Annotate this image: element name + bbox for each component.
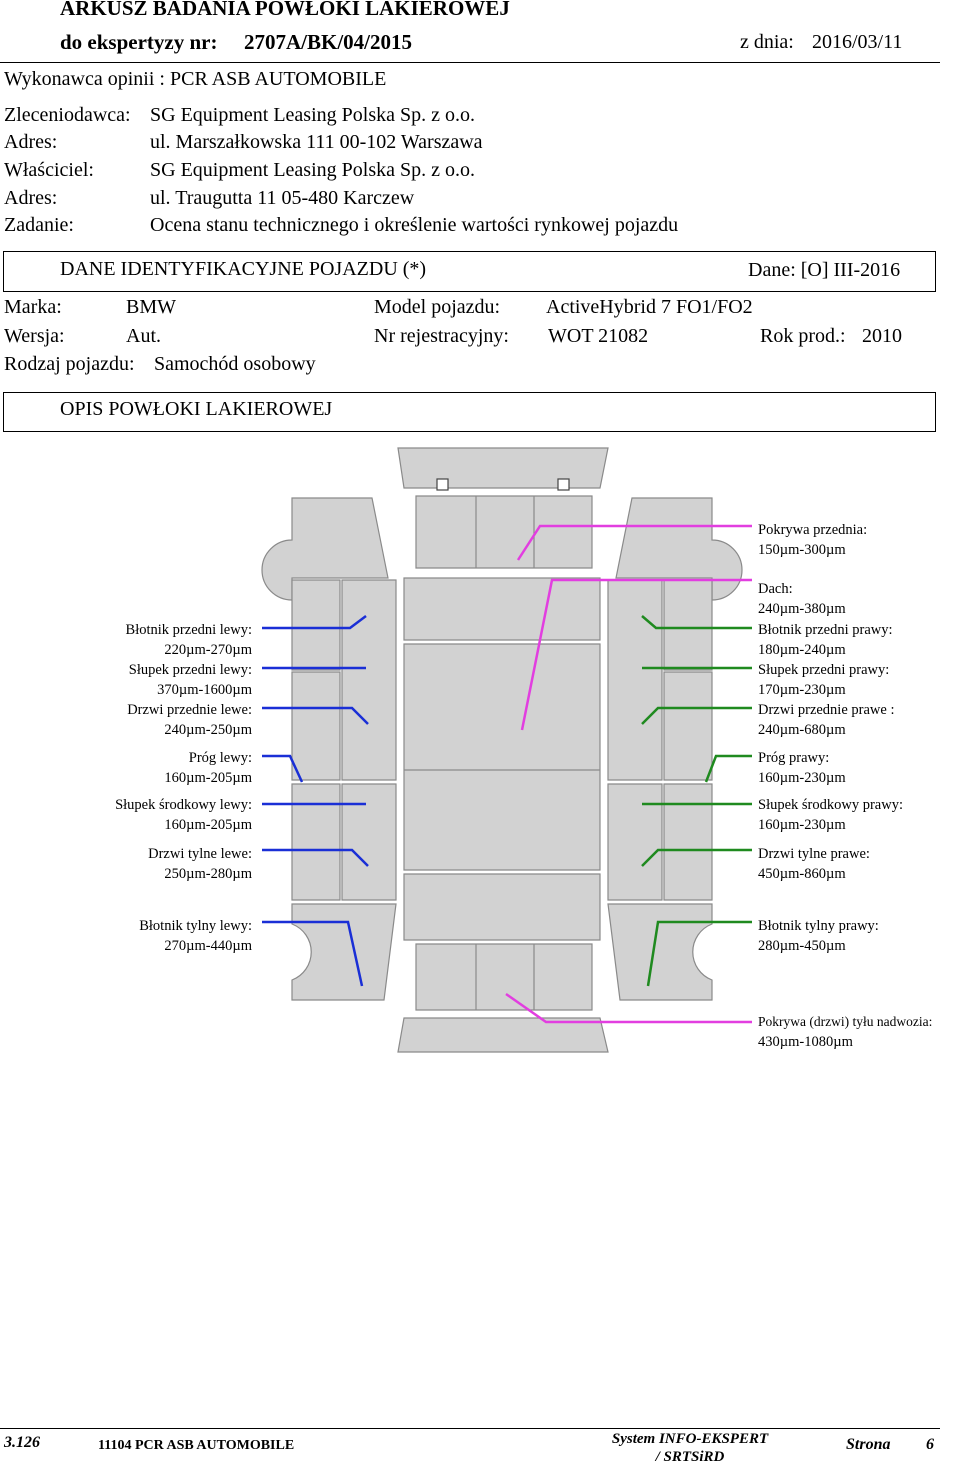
right-rear-door-panel: [608, 784, 662, 900]
client-label: Zleceniodawca:: [4, 104, 131, 126]
header-divider: [0, 62, 940, 63]
expertise-number: 2707A/BK/04/2015: [244, 30, 413, 54]
date-label: z dnia:: [740, 31, 794, 53]
rear-window-area: [404, 874, 600, 940]
measure-left-sill: Próg lewy: 160µm-205µm: [164, 750, 252, 786]
measure-right-front-fender: Błotnik przedni prawy: 180µm-240µm: [758, 622, 893, 658]
left-rear-fender-panel: [292, 904, 396, 1000]
roof-panel: [404, 644, 600, 870]
left-rear-door-panel: [342, 784, 396, 900]
measure-left-a-pillar: Słupek przedni lewy: 370µm-1600µm: [128, 662, 252, 698]
reg-label: Nr rejestracyjny:: [374, 325, 509, 347]
model-value: ActiveHybrid 7 FO1/FO2: [546, 296, 753, 318]
footer-divider: [0, 1428, 940, 1429]
measure-left-rear-fender: Błotnik tylny lewy: 270µm-440µm: [139, 918, 252, 954]
contractor: Wykonawca opinii : PCR ASB AUTOMOBILE: [4, 68, 387, 90]
left-front-door-lower-panel: [292, 672, 340, 780]
right-rear-fender-panel: [608, 904, 712, 1000]
type-label: Rodzaj pojazdu:: [4, 353, 135, 375]
measure-right-rear-door: Drzwi tylne prawe: 450µm-860µm: [758, 846, 870, 882]
measure-left-b-pillar: Słupek środkowy lewy: 160µm-205µm: [115, 797, 252, 833]
make-value: BMW: [126, 296, 176, 318]
hood-panel: [416, 496, 592, 568]
measure-left-front-door: Drzwi przednie lewe: 240µm-250µm: [127, 702, 252, 738]
footer-company: 11104 PCR ASB AUTOMOBILE: [98, 1438, 295, 1453]
measure-right-a-pillar: Słupek przedni prawy: 170µm-230µm: [758, 662, 890, 698]
year-value: 2010: [862, 325, 902, 347]
version-value: Aut.: [126, 325, 161, 347]
measure-right-sill: Próg prawy: 160µm-230µm: [758, 750, 846, 786]
body-panels: [262, 448, 742, 1052]
owner-label: Właściciel:: [4, 159, 94, 181]
document-title: ARKUSZ BADANIA POWŁOKI LAKIEROWEJ: [60, 0, 510, 20]
task-value: Ocena stanu technicznego i określenie wartości rynkowej pojazdu: [150, 214, 679, 236]
year-label: Rok prod.:: [760, 325, 846, 347]
windshield-area: [404, 578, 600, 640]
measure-roof: Dach: 240µm-380µm: [758, 581, 846, 617]
front-bumper-panel: [398, 448, 608, 488]
footer-system: System INFO-EKSPERT / SRTSiRD: [611, 1431, 769, 1465]
footer-page-number: 6: [926, 1436, 934, 1453]
footer-version: 3.126: [4, 1434, 40, 1451]
client-address-value: ul. Marszałkowska 111 00-102 Warszawa: [150, 131, 483, 153]
model-label: Model pojazdu:: [374, 296, 501, 318]
measure-right-front-door: Drzwi przednie prawe : 240µm-680µm: [758, 702, 895, 738]
measure-trunk: Pokrywa (drzwi) tyłu nadwozia: 430µm-1080µm: [758, 1014, 933, 1050]
owner-address-value: ul. Traugutta 11 05-480 Karczew: [150, 187, 415, 209]
left-front-door-panel: [342, 580, 396, 780]
trunk-panel: [416, 944, 592, 1010]
client-value: SG Equipment Leasing Polska Sp. z o.o.: [150, 104, 475, 126]
right-b-pillar-panel: [664, 784, 712, 900]
measure-left-rear-door: Drzwi tylne lewe: 250µm-280µm: [148, 846, 252, 882]
make-label: Marka:: [4, 296, 62, 318]
paint-section-heading: OPIS POWŁOKI LAKIEROWEJ: [60, 398, 333, 420]
version-label: Wersja:: [4, 325, 65, 347]
date-value: 2016/03/11: [812, 31, 903, 53]
owner-address-label: Adres:: [4, 187, 58, 209]
footer-page-label: Strona: [846, 1436, 891, 1453]
task-label: Zadanie:: [4, 214, 74, 236]
expertise-label: do ekspertyzy nr:: [60, 30, 218, 54]
measure-hood: Pokrywa przednia: 150µm-300µm: [758, 522, 868, 558]
owner-value: SG Equipment Leasing Polska Sp. z o.o.: [150, 159, 475, 181]
reg-value: WOT 21082: [548, 325, 649, 347]
right-a-pillar-panel: [664, 580, 712, 670]
measure-left-front-fender: Błotnik przedni lewy: 220µm-270µm: [125, 622, 252, 658]
measure-right-b-pillar: Słupek środkowy prawy: 160µm-230µm: [758, 797, 903, 833]
right-front-door-panel: [608, 580, 662, 780]
left-b-pillar-panel: [292, 784, 340, 900]
left-a-pillar-panel: [292, 580, 340, 670]
leader-right-sill: [706, 756, 752, 782]
vehicle-section-heading: DANE IDENTYFIKACYJNE POJAZDU (*): [60, 258, 427, 280]
client-address-label: Adres:: [4, 131, 58, 153]
measure-right-rear-fender: Błotnik tylny prawy: 280µm-450µm: [758, 918, 879, 954]
right-front-door-lower-panel: [664, 672, 712, 780]
data-source: Dane: [O] III-2016: [748, 259, 901, 281]
type-value: Samochód osobowy: [154, 353, 316, 375]
